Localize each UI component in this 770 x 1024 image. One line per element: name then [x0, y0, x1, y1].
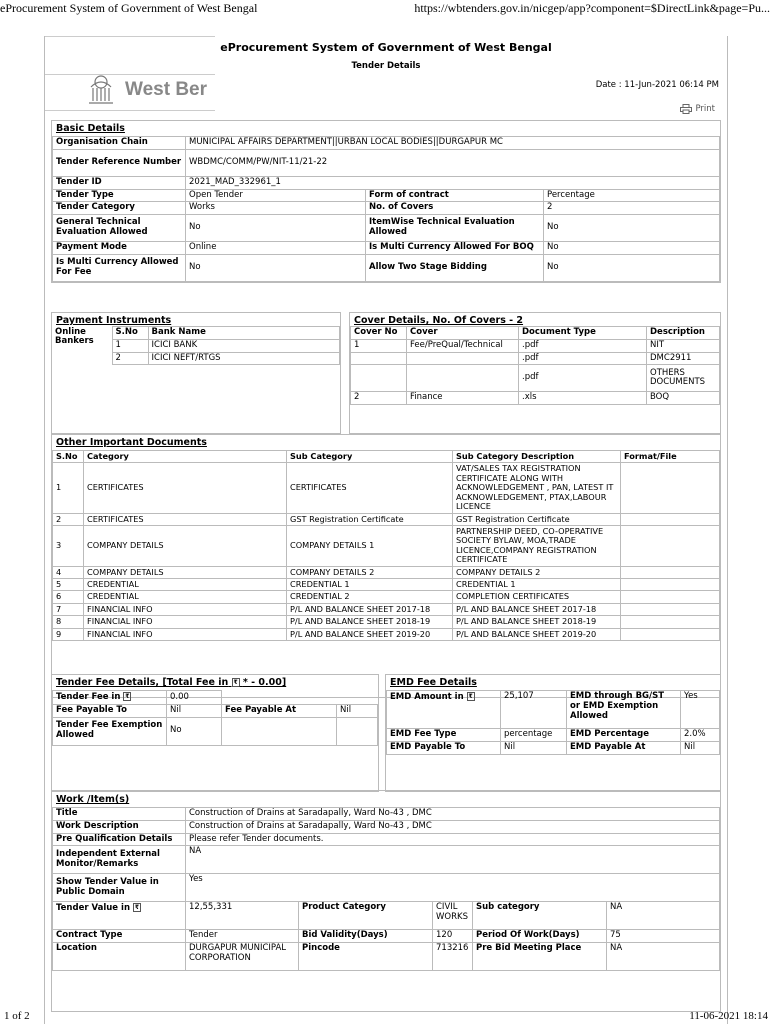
table-cell	[621, 603, 720, 615]
table-cell	[351, 365, 407, 392]
table-cell: 1	[351, 339, 407, 352]
cover-table	[350, 326, 720, 405]
table-cell: 5	[53, 579, 84, 591]
field-label: Organisation Chain	[53, 137, 186, 150]
table-cell: COMPANY DETAILS 1	[287, 525, 453, 566]
field-label: Fee Payable At	[222, 704, 337, 717]
emd-bg-value: Yes	[681, 691, 720, 729]
fee-payable-to-value: Nil	[167, 704, 222, 717]
section-title: Payment Instruments	[56, 315, 172, 326]
table-cell: 2	[112, 352, 148, 365]
field-label: Is Multi Currency Allowed For BOQ	[366, 242, 544, 255]
gte-value: No	[186, 215, 366, 242]
table-row	[53, 513, 720, 525]
pre-bid-place-value: NA	[607, 943, 720, 971]
page-frame	[44, 36, 728, 1024]
field-label-text: Tender Fee in	[56, 692, 121, 702]
table-cell: .pdf	[519, 339, 647, 352]
table-cell: P/L AND BALANCE SHEET 2018-19	[453, 616, 621, 628]
sub-category-value: NA	[607, 902, 720, 930]
page-title: eProcurement System of Government of West Bengal	[220, 41, 552, 54]
table-cell	[621, 463, 720, 513]
table-cell: P/L AND BALANCE SHEET 2019-20	[453, 628, 621, 640]
field-label: Work Description	[53, 820, 186, 833]
tender-type-value: Open Tender	[186, 189, 366, 202]
browser-page-url: https://wbtenders.gov.in/nicgep/app?component=$DirectLink&page=Pu...	[414, 1, 770, 15]
org-chain-value: MUNICIPAL AFFAIRS DEPARTMENT||URBAN LOCAL BODIES||DURGAPUR MC	[186, 137, 720, 150]
field-label: Bid Validity(Days)	[299, 930, 433, 943]
col-header: Bank Name	[148, 327, 340, 340]
table-cell: CERTIFICATES	[84, 463, 287, 513]
field-label: Location	[53, 943, 186, 971]
table-cell: GST Registration Certificate	[453, 513, 621, 525]
payment-table	[52, 326, 340, 365]
table-row	[53, 566, 720, 578]
tender-fee-value: 0.00	[167, 691, 222, 705]
bid-validity-value: 120	[433, 930, 473, 943]
currency-icon: ₹	[134, 904, 140, 912]
emd-percentage-value: 2.0%	[681, 729, 720, 742]
table-cell	[407, 352, 519, 365]
table-cell: DMC2911	[647, 352, 720, 365]
section-title: Work /Item(s)	[56, 794, 130, 805]
table-cell: FINANCIAL INFO	[84, 603, 287, 615]
table-row	[53, 579, 720, 591]
field-label: Tender Category	[53, 202, 186, 215]
print-button[interactable]	[680, 104, 715, 114]
col-header: Document Type	[519, 327, 647, 340]
emd-type-value: percentage	[501, 729, 567, 742]
table-cell: PARTNERSHIP DEED, CO-OPERATIVE SOCIETY BYLAW, MOA,TRADE LICENCE,COMPANY REGISTRATION CERTIFICATE	[453, 525, 621, 566]
logo-text: West Ber	[125, 79, 208, 100]
col-header: Cover	[407, 327, 519, 340]
tender-fee-section	[51, 674, 379, 792]
field-label: General Technical Evaluation Allowed	[53, 215, 186, 242]
table-cell: FINANCIAL INFO	[84, 628, 287, 640]
emd-fee-section	[385, 674, 721, 792]
payment-mode-value: Online	[186, 242, 366, 255]
contract-type-value: Tender	[186, 930, 299, 943]
table-cell: CREDENTIAL 1	[287, 579, 453, 591]
table-cell: COMPANY DETAILS 2	[287, 566, 453, 578]
col-header: Description	[647, 327, 720, 340]
emd-table	[386, 690, 720, 755]
section-title: Other Important Documents	[56, 437, 207, 448]
table-row	[53, 628, 720, 640]
tender-ref-value: WBDMC/COMM/PW/NIT-11/21-22	[186, 149, 720, 176]
printer-icon	[680, 104, 692, 114]
online-bankers-label: Online Bankers	[55, 326, 94, 347]
table-cell: CERTIFICATES	[84, 513, 287, 525]
mcb-value: No	[544, 242, 720, 255]
field-label: EMD Payable To	[387, 741, 501, 754]
field-label: Title	[53, 808, 186, 821]
field-label	[53, 691, 167, 705]
fee-payable-at-value: Nil	[337, 704, 378, 717]
page-subtitle: Tender Details	[351, 61, 421, 71]
table-cell: CERTIFICATES	[287, 463, 453, 513]
product-category-value: CIVIL WORKS	[433, 902, 473, 930]
ite-value: No	[544, 215, 720, 242]
location-value: DURGAPUR MUNICIPAL CORPORATION	[186, 943, 299, 971]
field-label: EMD Percentage	[567, 729, 681, 742]
pincode-value: 713216	[433, 943, 473, 971]
col-header: Sub Category Description	[453, 451, 621, 463]
prequal-value: Please refer Tender documents.	[186, 833, 720, 846]
period-of-work-value: 75	[607, 930, 720, 943]
table-cell: 9	[53, 628, 84, 640]
field-label: Tender Reference Number	[53, 149, 186, 176]
fee-exemption-value: No	[167, 717, 222, 745]
field-label: Product Category	[299, 902, 433, 930]
col-header: Cover No	[351, 327, 407, 340]
table-row	[53, 591, 720, 603]
table-cell	[621, 566, 720, 578]
page-number: 1 of 2	[4, 1010, 30, 1022]
table-cell: CREDENTIAL	[84, 579, 287, 591]
mcf-value: No	[186, 254, 366, 281]
table-row	[53, 616, 720, 628]
emd-payable-to-value: Nil	[501, 741, 567, 754]
currency-icon: ₹	[233, 679, 238, 686]
table-cell: .xls	[519, 392, 647, 405]
work-description-value: Construction of Drains at Saradapally, Ward No-43 , DMC	[186, 820, 720, 833]
field-label: EMD through BG/ST or EMD Exemption Allowed	[567, 691, 681, 729]
table-cell: Finance	[407, 392, 519, 405]
table-cell: ICICI NEFT/RTGS	[148, 352, 340, 365]
table-row	[53, 525, 720, 566]
fee-title-part: Tender Fee Details, [Total Fee in	[56, 677, 229, 688]
table-cell: ICICI BANK	[148, 339, 340, 352]
table-row	[351, 352, 720, 365]
table-cell: P/L AND BALANCE SHEET 2018-19	[287, 616, 453, 628]
table-cell: GST Registration Certificate	[287, 513, 453, 525]
divider	[45, 36, 215, 37]
field-label: Independent External Monitor/Remarks	[53, 846, 186, 874]
field-label: Tender ID	[53, 176, 186, 189]
table-row	[53, 463, 720, 513]
table-cell: 3	[53, 525, 84, 566]
table-cell: BOQ	[647, 392, 720, 405]
table-cell: COMPLETION CERTIFICATES	[453, 591, 621, 603]
col-header: S.No	[53, 451, 84, 463]
field-label: Is Multi Currency Allowed For Fee	[53, 254, 186, 281]
table-cell	[407, 365, 519, 392]
basic-details-section	[51, 120, 721, 283]
work-title-value: Construction of Drains at Saradapally, Ward No-43 , DMC	[186, 808, 720, 821]
table-cell	[621, 525, 720, 566]
emblem-icon	[83, 73, 119, 107]
section-title	[52, 675, 378, 690]
field-label: EMD Fee Type	[387, 729, 501, 742]
field-label: Pre Bid Meeting Place	[473, 943, 607, 971]
field-label: Tender Fee Exemption Allowed	[53, 717, 167, 745]
field-label: Tender Type	[53, 189, 186, 202]
field-label: Pincode	[299, 943, 433, 971]
table-cell: COMPANY DETAILS	[84, 525, 287, 566]
table-row	[351, 365, 720, 392]
col-header: S.No	[112, 327, 148, 340]
field-label: No. of Covers	[366, 202, 544, 215]
report-date: Date : 11-Jun-2021 06:14 PM	[595, 80, 719, 90]
table-cell	[621, 591, 720, 603]
table-row	[53, 603, 720, 615]
table-cell	[351, 352, 407, 365]
basic-details-table	[52, 136, 720, 282]
table-cell: Fee/PreQual/Technical	[407, 339, 519, 352]
field-label: Form of contract	[366, 189, 544, 202]
field-label: ItemWise Technical Evaluation Allowed	[366, 215, 544, 242]
covers-value: 2	[544, 202, 720, 215]
other-documents-section	[51, 434, 721, 698]
table-cell: .pdf	[519, 352, 647, 365]
payment-instruments-section	[51, 312, 341, 434]
table-cell: NIT	[647, 339, 720, 352]
table-cell: CREDENTIAL	[84, 591, 287, 603]
table-cell	[621, 579, 720, 591]
table-cell: CREDENTIAL 2	[287, 591, 453, 603]
documents-table	[52, 450, 720, 641]
col-header: Format/File	[621, 451, 720, 463]
divider	[45, 110, 215, 111]
table-cell	[621, 513, 720, 525]
table-cell: 6	[53, 591, 84, 603]
table-cell: VAT/SALES TAX REGISTRATION CERTIFICATE ALONG WITH ACKNOWLEDGEMENT , PAN, LATEST IT ACKNOWLEDGEMENT, PTAX,LABOUR LICENCE	[453, 463, 621, 513]
field-label-text: Tender Value in	[56, 903, 130, 914]
emd-payable-at-value: Nil	[681, 741, 720, 754]
two-stage-value: No	[544, 254, 720, 281]
field-label	[53, 902, 186, 930]
field-label: Allow Two Stage Bidding	[366, 254, 544, 281]
table-row	[351, 339, 720, 352]
tender-value-value: 12,55,331	[186, 902, 299, 930]
cover-details-section	[349, 312, 721, 434]
work-items-table	[52, 807, 720, 971]
section-title: Cover Details, No. Of Covers - 2	[354, 315, 524, 326]
field-label: EMD Payable At	[567, 741, 681, 754]
section-title: Basic Details	[56, 123, 125, 134]
field-label: Show Tender Value in Public Domain	[53, 874, 186, 902]
table-cell: OTHERS DOCUMENTS	[647, 365, 720, 392]
field-label: Sub category	[473, 902, 607, 930]
print-timestamp: 11-06-2021 18:14	[689, 1010, 768, 1022]
table-cell	[621, 616, 720, 628]
table-cell	[621, 628, 720, 640]
table-cell: 8	[53, 616, 84, 628]
browser-page-title: eProcurement System of Government of West Bengal	[0, 1, 258, 15]
currency-icon: ₹	[468, 693, 473, 700]
tender-fee-table	[52, 690, 378, 746]
table-cell: 1	[112, 339, 148, 352]
table-cell: COMPANY DETAILS	[84, 566, 287, 578]
col-header: Sub Category	[287, 451, 453, 463]
table-row	[351, 392, 720, 405]
table-cell: 2	[351, 392, 407, 405]
field-label: Payment Mode	[53, 242, 186, 255]
table-cell: 1	[53, 463, 84, 513]
table-cell: 7	[53, 603, 84, 615]
field-label: Pre Qualification Details	[53, 833, 186, 846]
field-label: Contract Type	[53, 930, 186, 943]
logo	[83, 72, 233, 108]
field-label	[387, 691, 501, 729]
show-value-value: Yes	[186, 874, 720, 902]
field-label-text: EMD Amount in	[390, 692, 464, 702]
table-cell: P/L AND BALANCE SHEET 2017-18	[287, 603, 453, 615]
table-cell: .pdf	[519, 365, 647, 392]
table-cell: P/L AND BALANCE SHEET 2017-18	[453, 603, 621, 615]
section-title: EMD Fee Details	[390, 677, 477, 688]
work-items-section	[51, 790, 721, 1012]
field-label: Period Of Work(Days)	[473, 930, 607, 943]
form-of-contract-value: Percentage	[544, 189, 720, 202]
table-cell: 2	[53, 513, 84, 525]
tender-category-value: Works	[186, 202, 366, 215]
print-label: Print	[695, 104, 715, 114]
table-cell: P/L AND BALANCE SHEET 2019-20	[287, 628, 453, 640]
iem-value: NA	[186, 846, 720, 874]
fee-title-part: * - 0.00]	[242, 677, 287, 688]
table-cell: FINANCIAL INFO	[84, 616, 287, 628]
currency-icon: ₹	[125, 693, 130, 700]
table-cell: 4	[53, 566, 84, 578]
emd-amount-value: 25,107	[501, 691, 567, 729]
table-cell: CREDENTIAL 1	[453, 579, 621, 591]
tender-id-value: 2021_MAD_332961_1	[186, 176, 720, 189]
col-header: Category	[84, 451, 287, 463]
table-cell: COMPANY DETAILS 2	[453, 566, 621, 578]
field-label: Fee Payable To	[53, 704, 167, 717]
